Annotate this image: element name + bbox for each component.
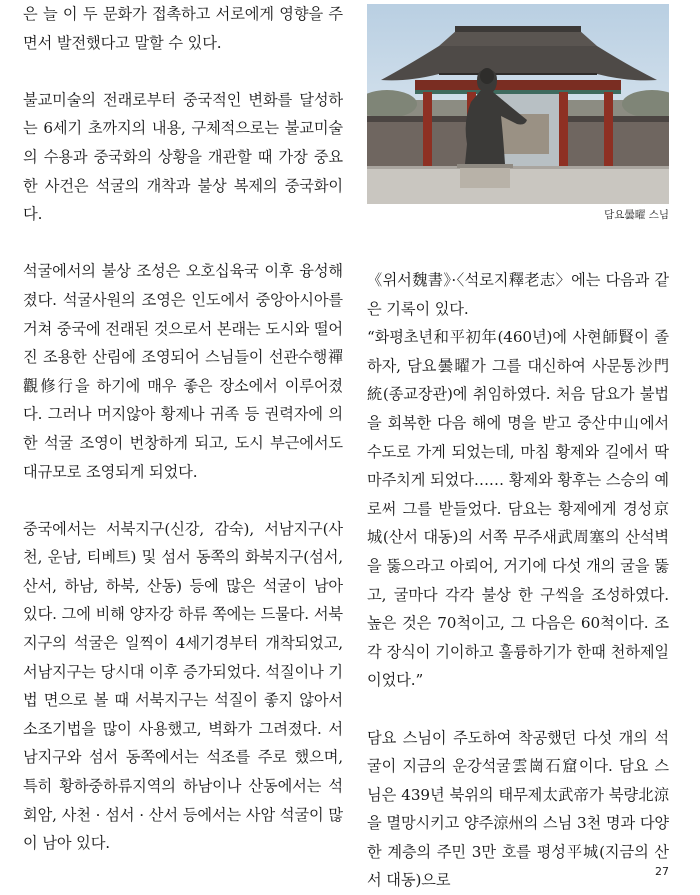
paragraph-left-2: 불교미술의 전래로부터 중국적인 변화를 달성하는 6세기 초까지의 내용, 구체적으로는 불교미술의 수용과 중국화의 상황을 개관할 때 가장 중요한 사건은 석굴의 개착과 불상 복제의 중국화이다. [23,86,343,229]
photo-caption: 담요曇曜 스님 [367,207,669,222]
left-column [23,0,343,858]
paragraph-left-3: 석굴에서의 불상 조성은 오호십육국 이후 융성해졌다. 석굴사원의 조영은 인도에서 중앙아시아를 거쳐 중국에 전래된 것으로서 본래는 도시와 떨어진 조용한 산림에 조영되어 스님들이 선관수행禪觀修行을 하기에 매우 좋은 장소에서 이루어졌다. 그러나 머지않아 황제나 귀족 등 권력자에 의한 석굴 조영이 번창하게 되고, 도시 부근에서도 대규모로 조영되게 되었다. [23,257,343,486]
paragraph-left-4: 중국에서는 서북지구(신강, 감숙), 서남지구(사천, 운남, 티베트) 및 섬서 동쪽의 화북지구(섬서, 산서, 하남, 하북, 산동) 등에 많은 석굴이 남아 있다. 그에 비해 양자강 하류 쪽에는 드물다. 서북지구의 석굴은 일찍이 4세기경부터 개착되었고, 서남지구는 당시대 이후 증가되었다. 석질이나 기법 면으로 볼 때 서북지구는 석질이 좋지 않아서 소조기법을 많이 사용했고, 벽화가 그려졌다. 서남지구와 섬서 동쪽에서는 석조를 주로 했으며, 특히 황하중하류지역의 하남이나 산동에서는 석회암, 사천 · 섬서 · 산서 등에서는 사암 석굴이 많이 남아 있다. [23,515,343,858]
paragraph-right-2: “화평초년和平初年(460년)에 사현師賢이 졸하자, 담요曇曜가 그를 대신하여 사문통沙門統(종교장관)에 취임하였다. 처음 담요가 불법을 회복한 다음 해에 명을 받고 중산中山에서 수도로 가게 되었는데, 마침 황제와 길에서 딱 마주치게 되었다…… 황제와 황후는 스승의 예로써 그를 받들었다. 담요는 황제에게 경성京城(산서 대동)의 서쪽 무주새武周塞의 산석벽을 뚫으라고 아뢰어, 거기에 다섯 개의 굴을 뚫고, 굴마다 각각 불상 한 구씩을 조성하였다. 높은 것은 70척이고, 그 다음은 60척이다. 조각 장식이 기이하고 훌륭하기가 한때 천하제일이었다.” [367,323,669,695]
paragraph-left-1: 은 늘 이 두 문화가 접촉하고 서로에게 영향을 주면서 발전했다고 말할 수 있다. [23,0,343,57]
page-number: 27 [655,865,669,878]
right-column [367,266,669,895]
tanyao-statue-photo [367,4,669,204]
paragraph-right-1: 《위서魏書》·〈석로지釋老志〉에는 다음과 같은 기록이 있다. [367,266,669,323]
paragraph-right-3: 담요 스님이 주도하여 착공했던 다섯 개의 석굴이 지금의 운강석굴雲崗石窟이다. 담요 스님은 439년 북위의 태무제太武帝가 북량北涼을 멸망시키고 양주涼州의 스님 3천 명과 다양한 계층의 주민 3만 호를 평성平城(지금의 산서 대동)으로 [367,724,669,895]
photo-illustration [367,4,669,204]
